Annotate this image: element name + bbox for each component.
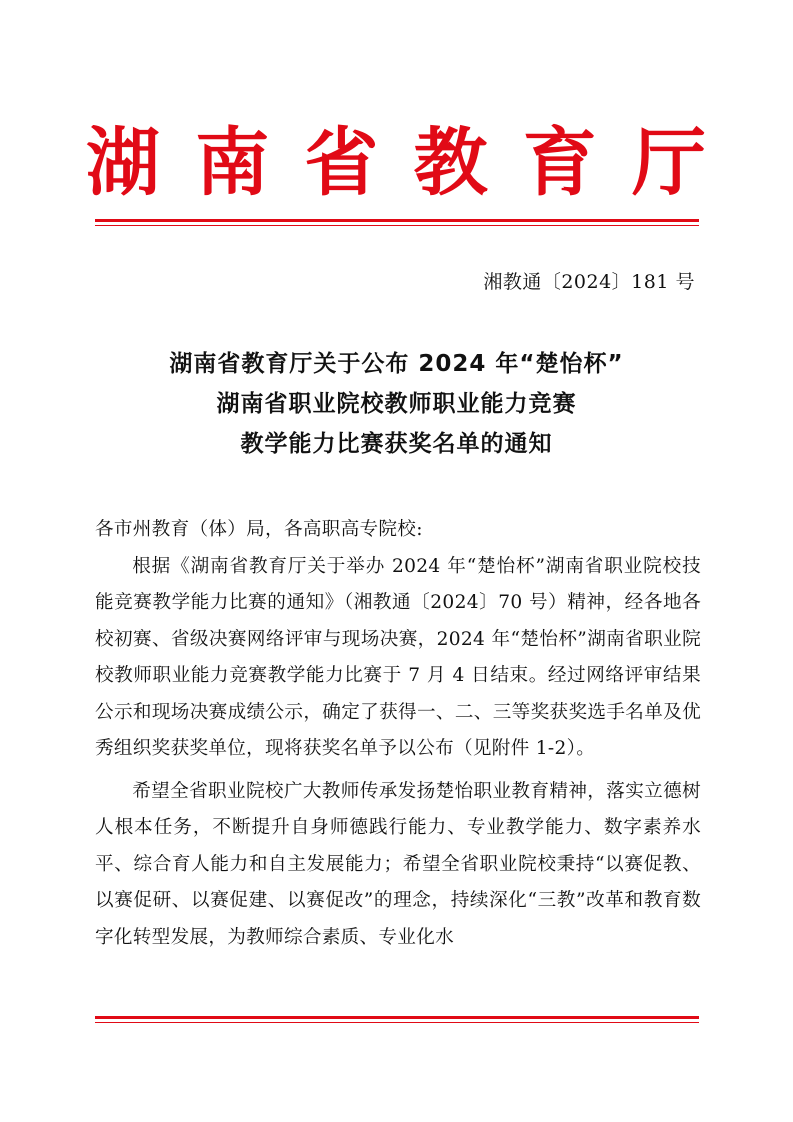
red-rule-thick [95, 1016, 699, 1019]
masthead-char: 湖 [86, 120, 160, 206]
document-title [60, 344, 733, 464]
document-number: 湘教通〔2024〕181 号 [483, 271, 695, 293]
masthead-char: 南 [195, 120, 270, 206]
red-rule-thin [95, 1022, 699, 1023]
red-rule-thick [95, 219, 699, 222]
masthead-char: 厅 [631, 120, 706, 206]
body-paragraph: 希望全省职业院校广大教师传承发扬楚怡职业教育精神，落实立德树人根本任务，不断提升自身师德践行能力、专业教学能力、数字素养水平、综合育人能力和自主发展能力；希望全省职业院校秉持“以赛促教、以赛促研、以赛促建、以赛促改”的理念，持续深化“三教”改革和教育数字化转型发展，为教师综合素质、专业化水 [95, 780, 701, 948]
salutation: 各市州教育（体）局，各高职高专院校: [95, 519, 423, 540]
title-line: 教学能力比赛获奖名单的通知 [240, 431, 553, 457]
masthead-red-rule [95, 219, 699, 226]
masthead-title [86, 118, 706, 208]
red-rule-thin [95, 225, 699, 226]
body-paragraph: 根据《湖南省教育厅关于举办 2024 年“楚怡杯”湖南省职业院校技能竞赛教学能力比赛的通知》（湘教通〔2024〕70 号）精神，经各地各校初赛、省级决赛网络评审与现场决赛，2024 年“楚怡杯”湖南省职业院校教师职业能力竞赛教学能力比赛于 7 月 4 日结束。经过网络评审结果公示和现场决赛成绩公示，确定了获得一、二、三等奖获奖选手名单及优秀组织奖获奖单位，现将获奖名单予以公布（见附件 1-2）。 [95, 555, 701, 759]
masthead-char: 省 [304, 120, 379, 206]
document-body [95, 512, 701, 956]
title-line: 湖南省教育厅关于公布 2024 年“楚怡杯” [169, 351, 624, 377]
footer-red-rule [95, 1016, 699, 1023]
title-line: 湖南省职业院校教师职业能力竞赛 [216, 391, 577, 417]
masthead-char: 育 [522, 120, 597, 206]
masthead-char: 教 [413, 120, 488, 206]
